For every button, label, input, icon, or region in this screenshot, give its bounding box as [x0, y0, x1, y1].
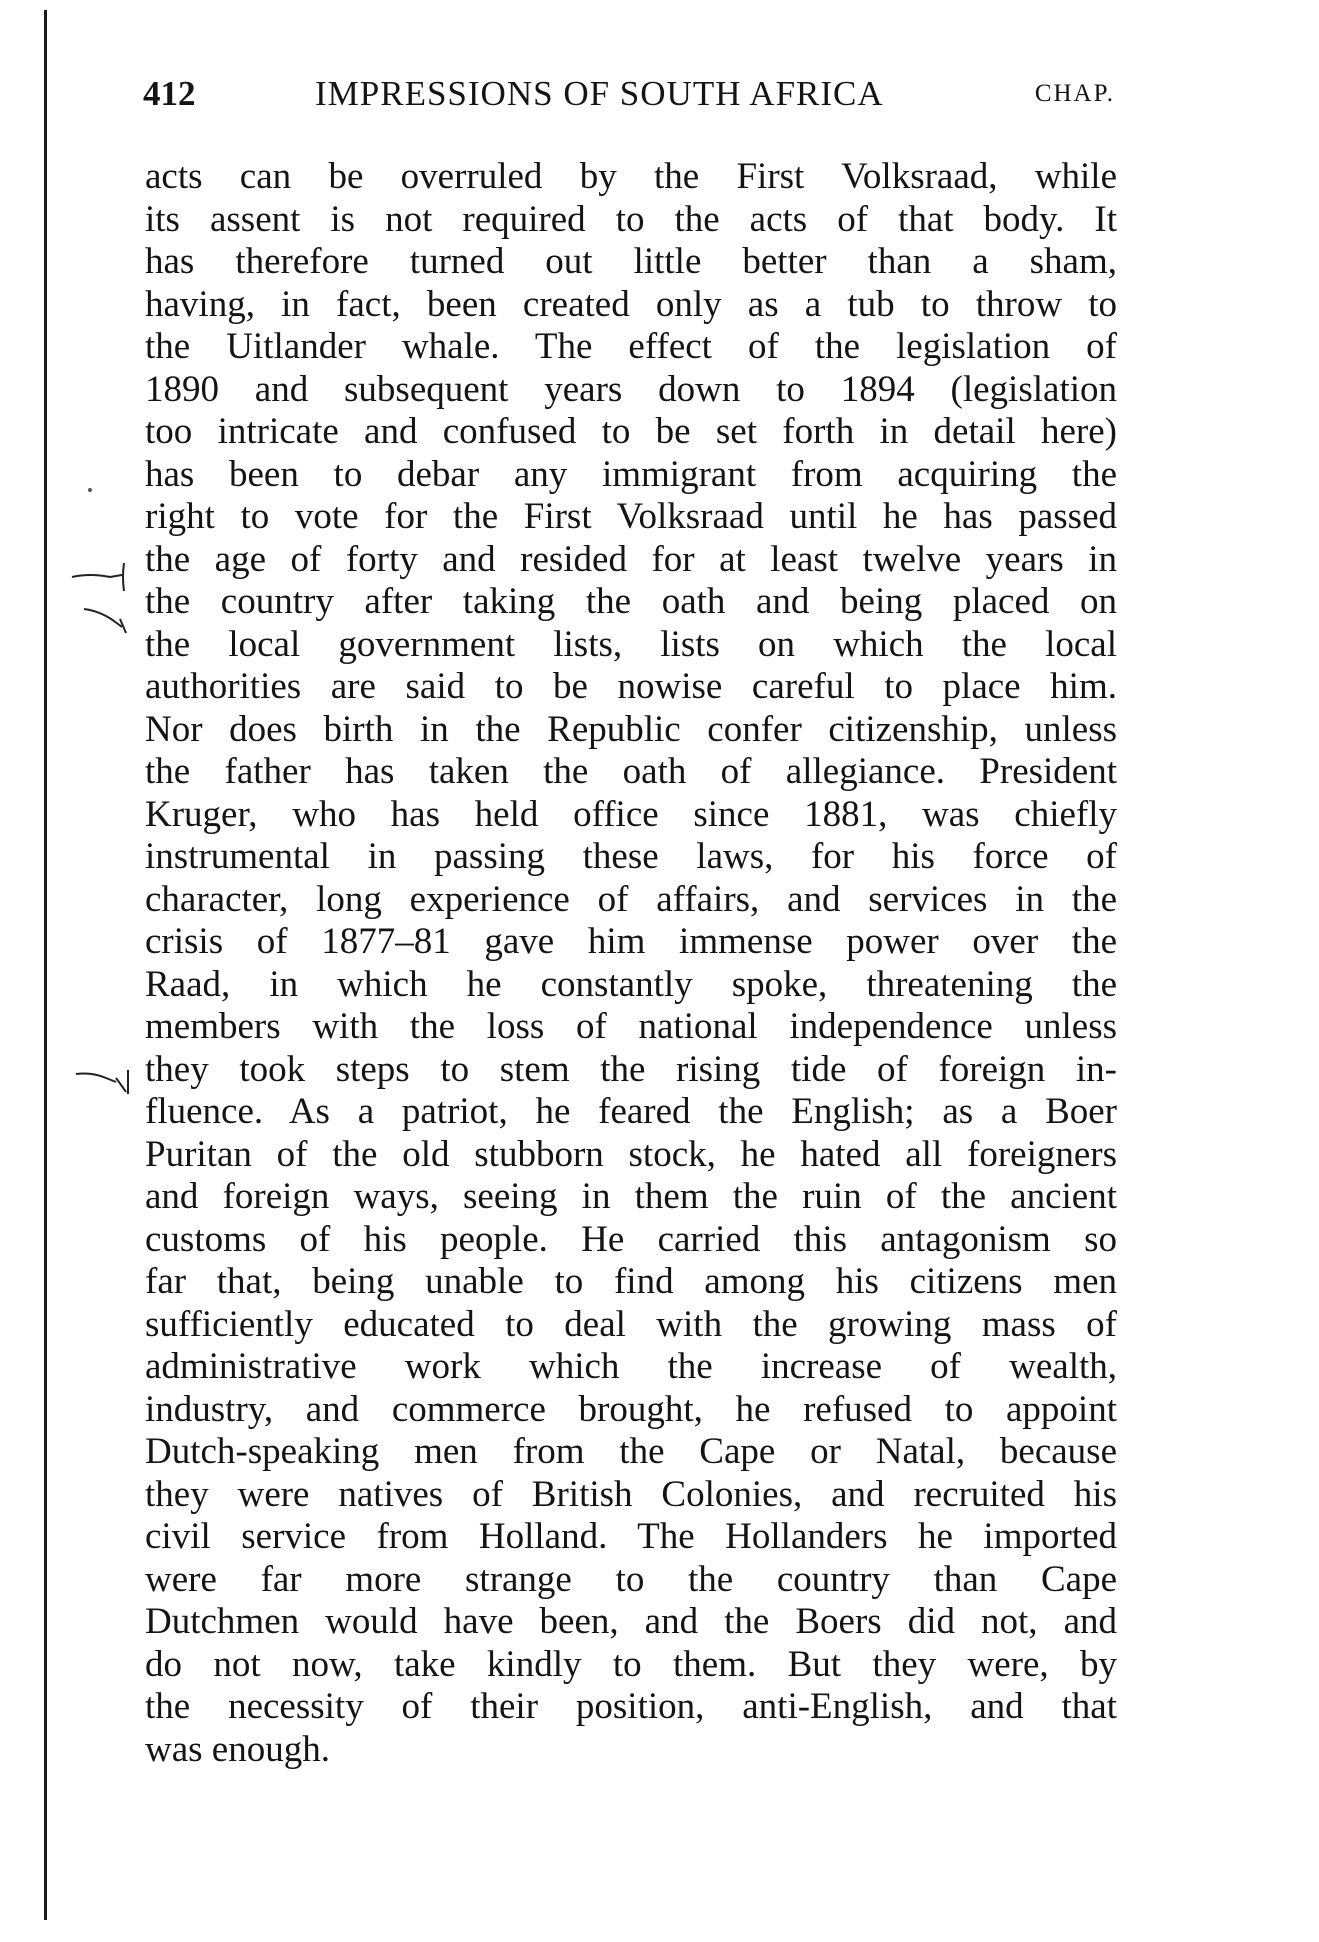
text-line: industry, and commerce brought, he refused to appoint	[145, 1388, 1117, 1430]
text-line: the local government lists, lists on which the local	[145, 623, 1117, 665]
text-line: has been to debar any immigrant from acquiring the	[145, 453, 1117, 495]
text-line: Kruger, who has held office since 1881, was chiefly	[145, 793, 1117, 835]
text-line: was enough.	[145, 1728, 330, 1770]
text-line: members with the loss of national independence unless	[145, 1006, 1117, 1047]
text-line: do not now, take kindly to them. But they were, by	[145, 1643, 1117, 1685]
page-number: 412	[143, 74, 196, 113]
text-line: acts can be overruled by the First Volksraad, while	[145, 156, 1117, 197]
pencil-tick-icon	[70, 555, 140, 595]
text-line: and foreign ways, seeing in them the ruin of the ancient	[145, 1176, 1117, 1217]
text-line: customs of his people. He carried this antagonism so	[145, 1218, 1117, 1260]
text-line: were far more strange to the country than Cape	[145, 1558, 1117, 1600]
text-line: sufficiently educated to deal with the growing mass of	[145, 1303, 1117, 1345]
running-header	[143, 74, 1115, 120]
pencil-tick-icon	[70, 1060, 140, 1100]
text-line: fluence. As a patriot, he feared the English; as a Boer	[145, 1091, 1117, 1132]
margin-mark-line-10	[70, 555, 140, 595]
text-line: administrative work which the increase of wealth,	[145, 1346, 1117, 1387]
text-line: the age of forty and resided for at least twelve years in	[145, 538, 1117, 580]
text-line: civil service from Holland. The Hollanders he imported	[145, 1516, 1117, 1557]
text-line: the country after taking the oath and being placed on	[145, 581, 1117, 622]
text-line: its assent is not required to the acts of that body. It	[145, 198, 1117, 240]
text-line: too intricate and confused to be set forth in detail here)	[145, 411, 1117, 452]
running-title: IMPRESSIONS OF SOUTH AFRICA	[315, 74, 884, 113]
text-line: Raad, in which he constantly spoke, threatening the	[145, 963, 1117, 1005]
text-line: 1890 and subsequent years down to 1894 (legislation	[145, 368, 1117, 410]
text-line: Dutchmen would have been, and the Boers did not, and	[145, 1601, 1117, 1642]
margin-mark-line-22	[70, 1060, 140, 1100]
text-line: instrumental in passing these laws, for his force of	[145, 836, 1117, 877]
margin-mark-line-11	[70, 597, 140, 637]
text-line: the father has taken the oath of allegiance. President	[145, 751, 1117, 792]
text-line: the Uitlander whale. The effect of the legislation of	[145, 326, 1117, 367]
marginal-dot	[88, 488, 92, 492]
text-line: Dutch-speaking men from the Cape or Natal, because	[145, 1431, 1117, 1472]
text-line: Nor does birth in the Republic confer citizenship, unless	[145, 708, 1117, 750]
text-line: far that, being unable to find among his citizens men	[145, 1261, 1117, 1302]
text-line: authorities are said to be nowise careful to place him.	[145, 666, 1117, 707]
text-line: having, in fact, been created only as a tub to throw to	[145, 283, 1117, 325]
text-line: has therefore turned out little better than a sham,	[145, 241, 1117, 282]
page-binding-edge	[44, 10, 47, 1920]
text-line: character, long experience of affairs, and services in the	[145, 878, 1117, 920]
pencil-tick-icon	[70, 597, 140, 637]
text-line: they took steps to stem the rising tide of foreign in-	[145, 1048, 1117, 1090]
text-line: they were natives of British Colonies, and recruited his	[145, 1473, 1117, 1515]
text-line: the necessity of their position, anti-English, and that	[145, 1686, 1117, 1727]
text-line: crisis of 1877–81 gave him immense power over the	[145, 921, 1117, 962]
text-line: Puritan of the old stubborn stock, he hated all foreigners	[145, 1133, 1117, 1175]
chapter-abbrev: CHAP.	[1034, 80, 1115, 107]
text-line: right to vote for the First Volksraad until he has passed	[145, 496, 1117, 537]
